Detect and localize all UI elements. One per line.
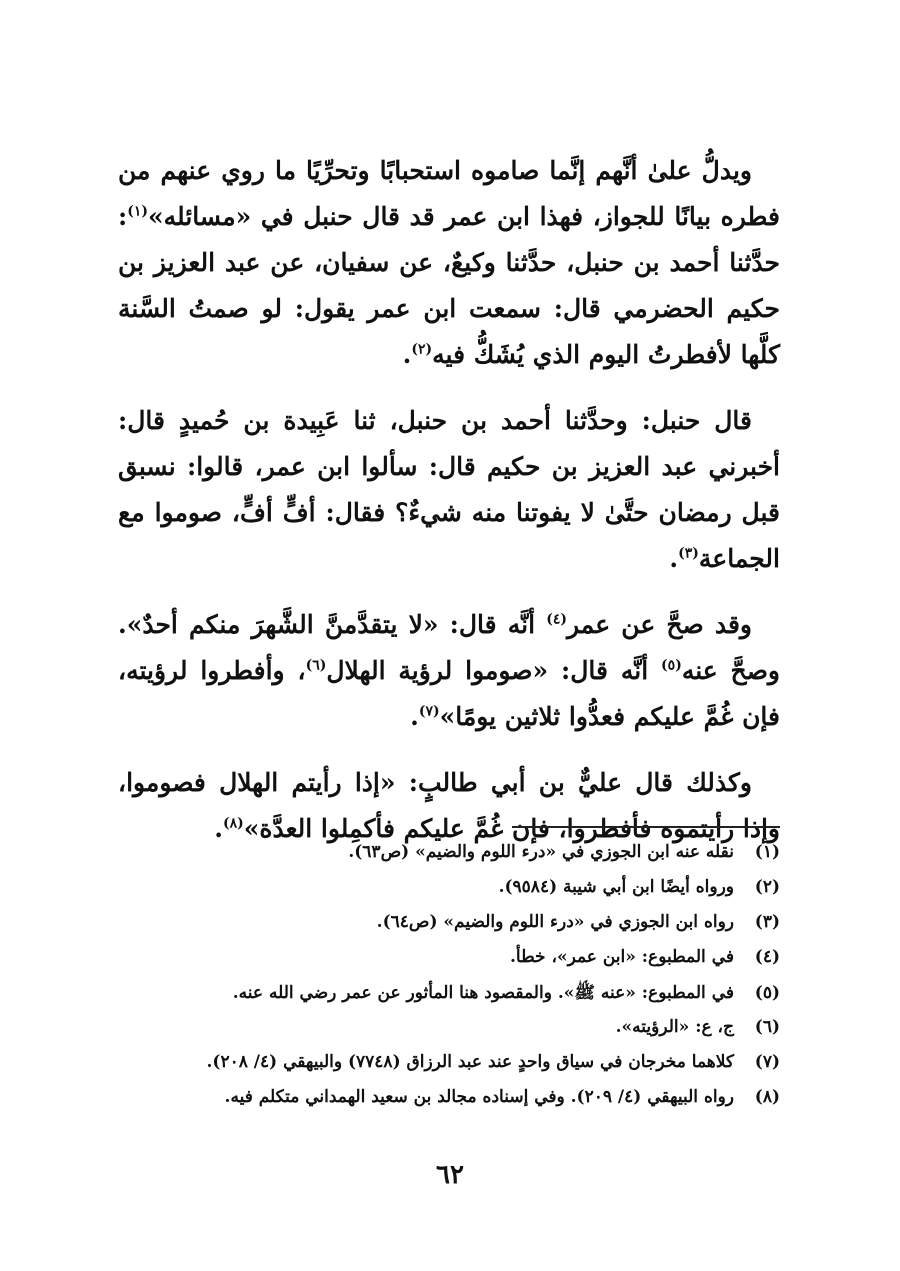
paragraph-4: [118, 760, 780, 852]
footnote-ref: (٧): [418, 703, 440, 720]
footnote-3: [118, 912, 780, 947]
footnote-ref: (٤): [546, 611, 567, 628]
footnote-number: (٢): [754, 877, 780, 897]
footnote-text: كلاهما مخرجان في سياق واحدٍ عند عبد الرزاق (٧٧٤٨) والبيهقي (٤/ ٢٠٨).: [206, 1052, 734, 1072]
footnote-number: (٤): [754, 947, 780, 967]
footnote-number: (٣): [754, 912, 780, 932]
footnote-ref: (٣): [678, 545, 699, 562]
footnote-8: [118, 1087, 780, 1122]
footnote-text: ج، ع: «الرؤيته».: [615, 1017, 734, 1037]
text-run: ويدلُّ علىٰ أنَّهم إنَّما صاموه استحبابًا وتحرِّيًا ما روي عنهم من فطره بيانًا للجواز، فهذا ابن عمر قد قال حنبل في «مسائله»: [118, 156, 780, 231]
footnote-ref: (٨): [222, 815, 244, 832]
footnote-text: ورواه أيضًا ابن أبي شيبة (٩٥٨٤).: [498, 877, 734, 897]
text-run: أنَّه قال: «صوموا لرؤية الهلال: [326, 656, 662, 685]
text-run: قال حنبل: وحدَّثنا أحمد بن حنبل، ثنا عَبِيدة بن حُميدٍ قال: أخبرني عبد العزيز بن حكيم قال: سألوا ابن عمر، قالوا: نسبق قبل رمضان حتَّىٰ لا يفوتنا منه شيءٌ؟ فقال: أفٍّ أفٍّ، صوموا مع الجماعة: [118, 406, 780, 573]
footnote-number: (١): [754, 842, 780, 862]
main-text: [118, 148, 780, 872]
footnote-ref: (٦): [305, 657, 327, 674]
footnote-text: رواه البيهقي (٤/ ٢٠٩). وفي إسناده مجالد بن سعيد الهمداني متكلم فيه.: [224, 1087, 734, 1107]
text-run: وقد صحَّ عن عمر: [566, 610, 753, 639]
footnote-ref: (١): [127, 203, 149, 220]
footnote-ref: (٢): [411, 341, 433, 358]
text-run: .: [669, 544, 679, 573]
text-run: وكذلك قال عليٌّ بن أبي طالبٍ: «إذا رأيتم الهلال فصوموا، وإذا رأيتموه فأفطروا، فإن غُمَّ عليكم فأكمِلوا العدَّة»: [118, 768, 780, 843]
footnote-7: [118, 1052, 780, 1087]
footnote-1: [118, 842, 780, 877]
footnote-ref: (٥): [661, 657, 682, 674]
text-run: أنَّه قال: «لا يتقدَّمنَّ الشَّهرَ منكم أحدٌ». وصحَّ عنه: [118, 610, 780, 685]
paragraph-3: [118, 602, 780, 740]
page-number: ٦٢: [436, 1160, 464, 1190]
footnote-number: (٦): [754, 1017, 780, 1037]
text-run: : حدَّثنا أحمد بن حنبل، حدَّثنا وكيعٌ، عن سفيان، عن عبد العزيز بن حكيم الحضرمي قال: سمعت ابن عمر يقول: لو صمتُ السَّنة كلَّها لأفطرتُ اليوم الذي يُشَكُّ فيه: [118, 202, 780, 369]
footnote-text: في المطبوع: «عنه ﷺ». والمقصود هنا المأثور عن عمر رضي الله عنه.: [232, 983, 734, 1003]
footnote-number: (٨): [754, 1087, 780, 1107]
footnote-text: في المطبوع: «ابن عمر»، خطأ.: [509, 947, 734, 967]
footnote-2: [118, 877, 780, 912]
text-run: .: [410, 702, 419, 731]
footnote-text: نقله عنه ابن الجوزي في «درء اللوم والضيم» (ص٦٣).: [348, 842, 734, 862]
footnote-6: [118, 1017, 780, 1052]
footnote-5: [118, 982, 780, 1017]
footnote-text: رواه ابن الجوزي في «درء اللوم والضيم» (ص٦٤).: [376, 912, 734, 932]
footnote-4: [118, 947, 780, 982]
paragraph-2: [118, 398, 780, 582]
footnote-separator: [512, 826, 780, 828]
text-run: .: [402, 340, 412, 369]
text-run: .: [214, 814, 223, 843]
footnote-number: (٥): [754, 983, 780, 1003]
footnotes: [118, 842, 780, 1122]
paragraph-1: [118, 148, 780, 378]
footnote-number: (٧): [754, 1052, 780, 1072]
text-run: ، وأفطروا لرؤيته، فإن غُمَّ عليكم فعدُّوا ثلاثين يومًا»: [118, 656, 780, 731]
